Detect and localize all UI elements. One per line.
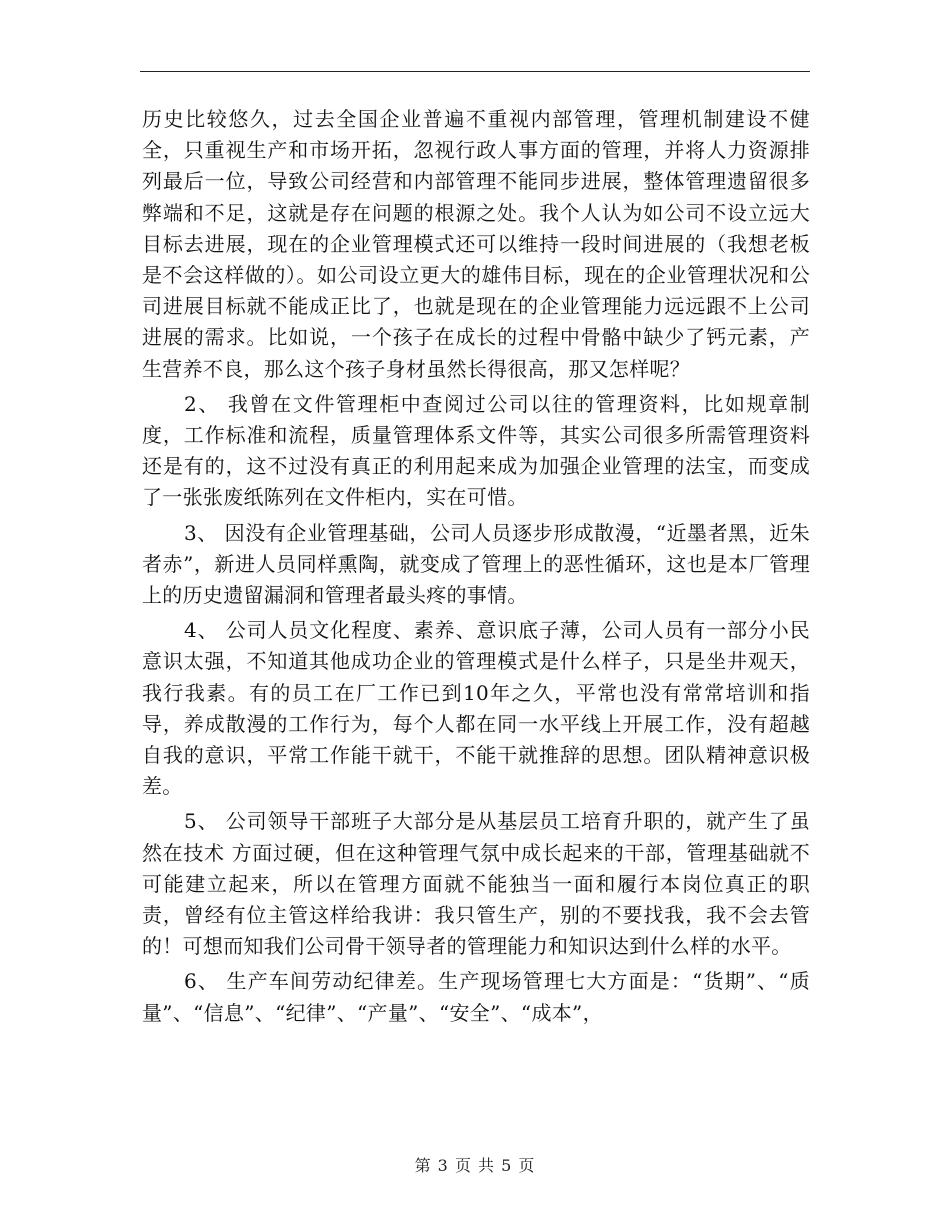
paragraph-item-5: 5、 公司领导干部班子大部分是从基层员工培育升职的，就产生了虽然在技术 方面过硬，但在这种管理气氛中成长起来的干部，管理基础就不可能建立起来，所以在管理方面就不能独当一面和履行本岗位真正的职责，曾经有位主管这样给我讲：我只管生产，别的不要找我，我不会去管的！可想而知我们公司骨干领导者的管理能力和知识达到什么样的水平。 xyxy=(142,809,810,959)
paragraph-item-2: 2、 我曾在文件管理柜中查阅过公司以往的管理资料，比如规章制度，工作标准和流程，质量管理体系文件等，其实公司很多所需管理资料还是有的，这不过没有真正的利用起来成为加强企业管理的法宝，而变成了一张张废纸陈列在文件柜内，实在可惜。 xyxy=(142,391,810,510)
paragraph-item-3: 3、 因没有企业管理基础，公司人员逐步形成散漫，“近墨者黑，近朱者赤”，新进人员同样熏陶，就变成了管理上的恶性循环，这也是本厂管理上的历史遗留漏洞和管理者最头疼的事情。 xyxy=(142,520,810,608)
header-rule xyxy=(140,71,810,72)
paragraph-item-4: 4、 公司人员文化程度、素养、意识底子薄，公司人员有一部分小民意识太强，不知道其他成功企业的管理模式是什么样子，只是坐井观天，我行我素。有的员工在厂工作已到10年之久，平常也没有常常培训和指导，养成散漫的工作行为，每个人都在同一水平线上开展工作，没有超越自我的意识，平常工作能干就干，不能干就推辞的思想。团队精神意识极差。 xyxy=(142,618,810,799)
document-body xyxy=(142,104,810,1033)
page-footer: 第 3 页 共 5 页 xyxy=(414,1156,536,1175)
paragraph-continuation: 历史比较悠久，过去全国企业普遍不重视内部管理，管理机制建设不健全，只重视生产和市场开拓，忽视行政人事方面的管理，并将人力资源排列最后一位，导致公司经营和内部管理不能同步进展，整体管理遗留很多弊端和不足，这就是存在问题的根源之处。我个人认为如公司不设立远大目标去进展，现在的企业管理模式还可以维持一段时间进展的（我想老板是不会这样做的）。如公司设立更大的雄伟目标，现在的企业管理状况和公司进展目标就不能成正比了，也就是现在的企业管理能力远远跟不上公司进展的需求。比如说，一个孩子在成长的过程中骨骼中缺少了钙元素，产生营养不良，那么这个孩子身材虽然长得很高，那又怎样呢？ xyxy=(142,107,810,381)
paragraph-item-6: 6、 生产车间劳动纪律差。生产现场管理七大方面是：“货期”、“质量”、“信息”、“纪律”、“产量”、“安全”、“成本”， xyxy=(142,969,810,1025)
